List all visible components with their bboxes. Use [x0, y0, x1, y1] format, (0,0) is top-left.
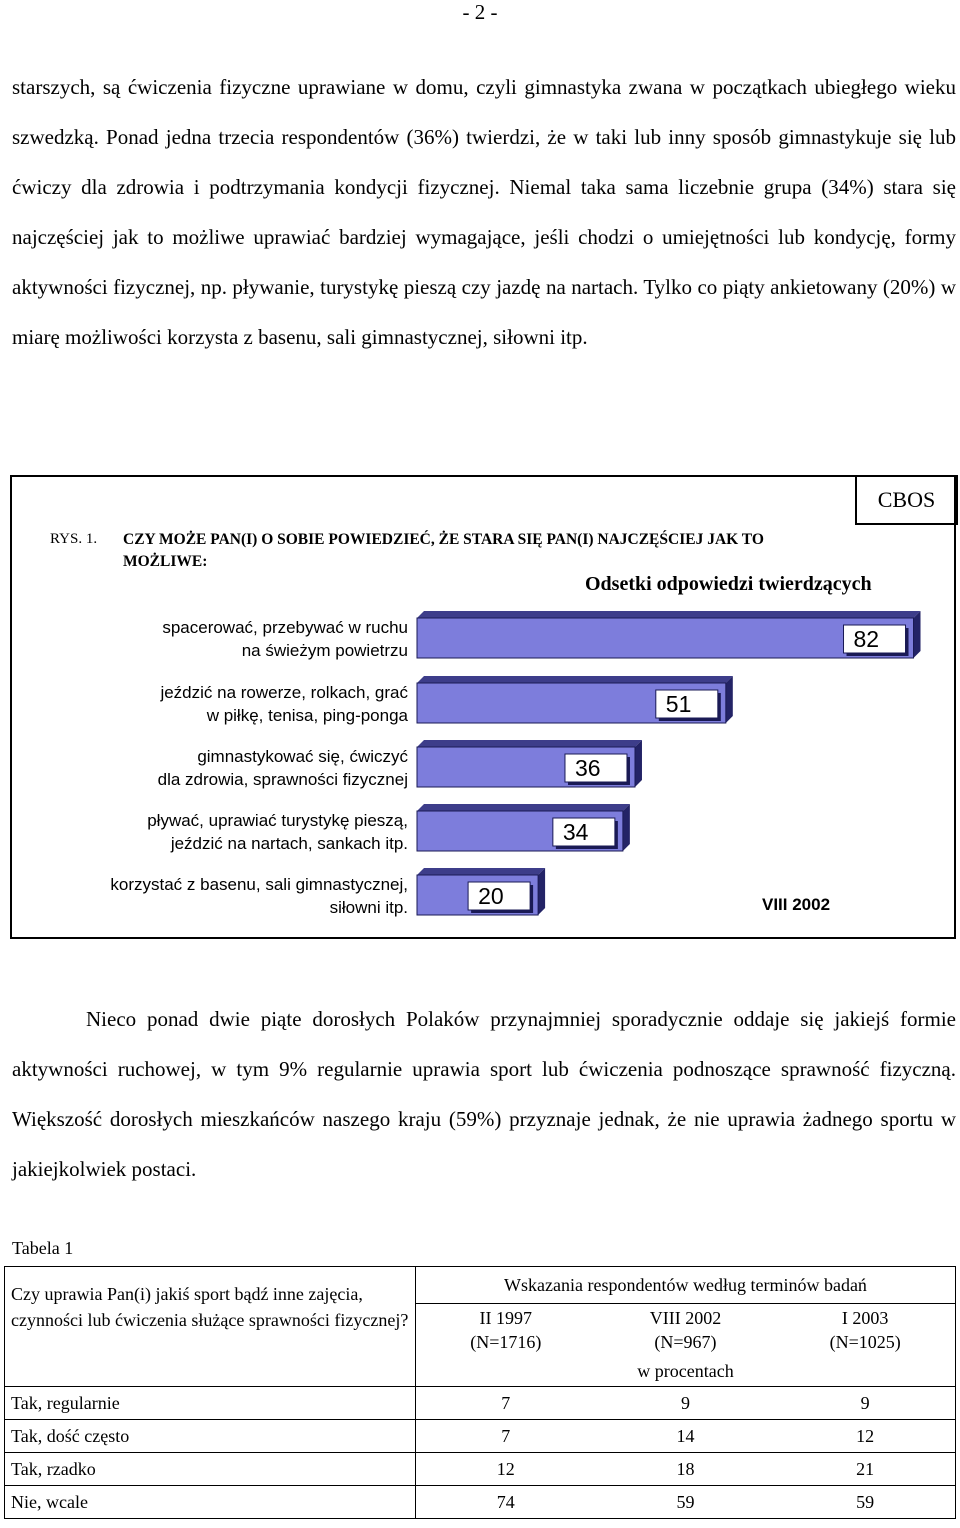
table-row [5, 1387, 956, 1420]
cell: 7 [416, 1387, 596, 1420]
survey-date: VIII 2002 [762, 895, 831, 914]
category-label: jeździć na rowerze, rolkach, grać w piłkę, tenisa, ping-ponga [160, 683, 408, 725]
data-label: 34 [562, 819, 589, 845]
table-group-header: Wskazania respondentów według terminów badań [416, 1267, 956, 1304]
bar-side-face [914, 611, 921, 658]
bar-group [417, 676, 733, 723]
bar-group [417, 868, 545, 915]
cell: 74 [416, 1486, 596, 1519]
figure-question: CZY MOŻE PAN(I) O SOBIE POWIEDZIEĆ, ŻE STARA SIĘ PAN(I) NAJCZĘŚCIEJ JAK TO MOŻLIWE: [123, 531, 764, 570]
column-header-1: II 1997 (N=1716) [416, 1304, 596, 1357]
table-unit: w procentach [416, 1356, 956, 1387]
data-label: 36 [574, 755, 601, 781]
bar-side-face [726, 676, 733, 723]
category-label: gimnastykować się, ćwiczyć dla zdrowia, sprawności fizycznej [157, 747, 408, 789]
cell: 12 [775, 1420, 955, 1453]
bar-top-face [417, 868, 545, 875]
cell: 9 [596, 1387, 776, 1420]
cell: 7 [416, 1420, 596, 1453]
category-label: pływać, uprawiać turystykę pieszą, jeździć na nartach, sankach itp. [147, 811, 408, 853]
bar-top-face [417, 740, 642, 747]
chart-title: Odsetki odpowiedzi twierdzących [585, 573, 872, 595]
table-row [5, 1453, 956, 1486]
bar [417, 618, 914, 658]
row-label: Tak, rzadko [5, 1453, 416, 1486]
bar-top-face [417, 676, 733, 683]
paragraph-2: Nieco ponad dwie piąte dorosłych Polaków przynajmniej sporadycznie oddaje się jakiejś formie aktywności ruchowej, w tym 9% regularnie uprawia sport lub ćwiczenia podnoszące sprawność fizyczną. Większość dorosłych mieszkańców naszego kraju (59%) przyznaje jednak, że nie uprawia żadnego sportu w jakiejkolwiek postaci. [12, 1007, 956, 1181]
cell: 21 [775, 1453, 955, 1486]
figure-rys-1 [10, 475, 956, 939]
category-label: korzystać z basenu, sali gimnastycznej, siłowni itp. [110, 875, 408, 917]
row-label: Nie, wcale [5, 1486, 416, 1519]
table-title: Tabela 1 [12, 1238, 74, 1258]
bar-side-face [635, 740, 642, 787]
bar-chart [12, 477, 954, 937]
cell: 14 [596, 1420, 776, 1453]
bar-group [417, 611, 921, 658]
bar-side-face [538, 868, 545, 915]
source-badge: CBOS [855, 475, 958, 525]
data-label: 82 [853, 626, 880, 652]
bar-side-face [623, 804, 630, 851]
column-header-2: VIII 2002 (N=967) [596, 1304, 776, 1357]
bar-group [417, 804, 630, 851]
cell: 12 [416, 1453, 596, 1486]
bar-top-face [417, 804, 630, 811]
row-label: Tak, dość często [5, 1420, 416, 1453]
cell: 9 [775, 1387, 955, 1420]
bar-top-face [417, 611, 921, 618]
category-label: spacerować, przebywać w ruchu na świeżym powietrzu [162, 618, 408, 660]
table-row [5, 1486, 956, 1519]
bar-group [417, 740, 642, 787]
row-label: Tak, regularnie [5, 1387, 416, 1420]
cell: 59 [596, 1486, 776, 1519]
column-header-3: I 2003 (N=1025) [775, 1304, 955, 1357]
figure-label: RYS. 1. [50, 531, 98, 547]
data-label: 51 [665, 691, 692, 717]
cell: 59 [775, 1486, 955, 1519]
table-question: Czy uprawia Pan(i) jakiś sport bądź inne zajęcia, czynności lub ćwiczenia służące sprawności fizycznej? [5, 1267, 416, 1387]
cell: 18 [596, 1453, 776, 1486]
paragraph-1: starszych, są ćwiczenia fizyczne uprawiane w domu, czyli gimnastyka zwana w początkach ubiegłego wieku szwedzką. Ponad jedna trzecia respondentów (36%) twierdzi, że w taki lub inny sposób gimnastykuje się lub ćwiczy dla zdrowia i podtrzymania kondycji fizycznej. Niemal taka sama liczebnie grupa (34%) stara się najczęściej jak to możliwe uprawiać bardziej wymagające, jeśli chodzi o umiejętności lub kondycję, formy aktywności fizycznej, np. pływanie, turystykę pieszą czy jazdę na nartach. Tylko co piąty ankietowany (20%) w miarę możliwości korzysta z basenu, sali gimnastycznej, siłowni itp. [12, 75, 956, 349]
page-number: - 2 - [462, 0, 498, 24]
table-row [5, 1420, 956, 1453]
data-label: 20 [478, 883, 504, 909]
results-table [4, 1266, 956, 1519]
